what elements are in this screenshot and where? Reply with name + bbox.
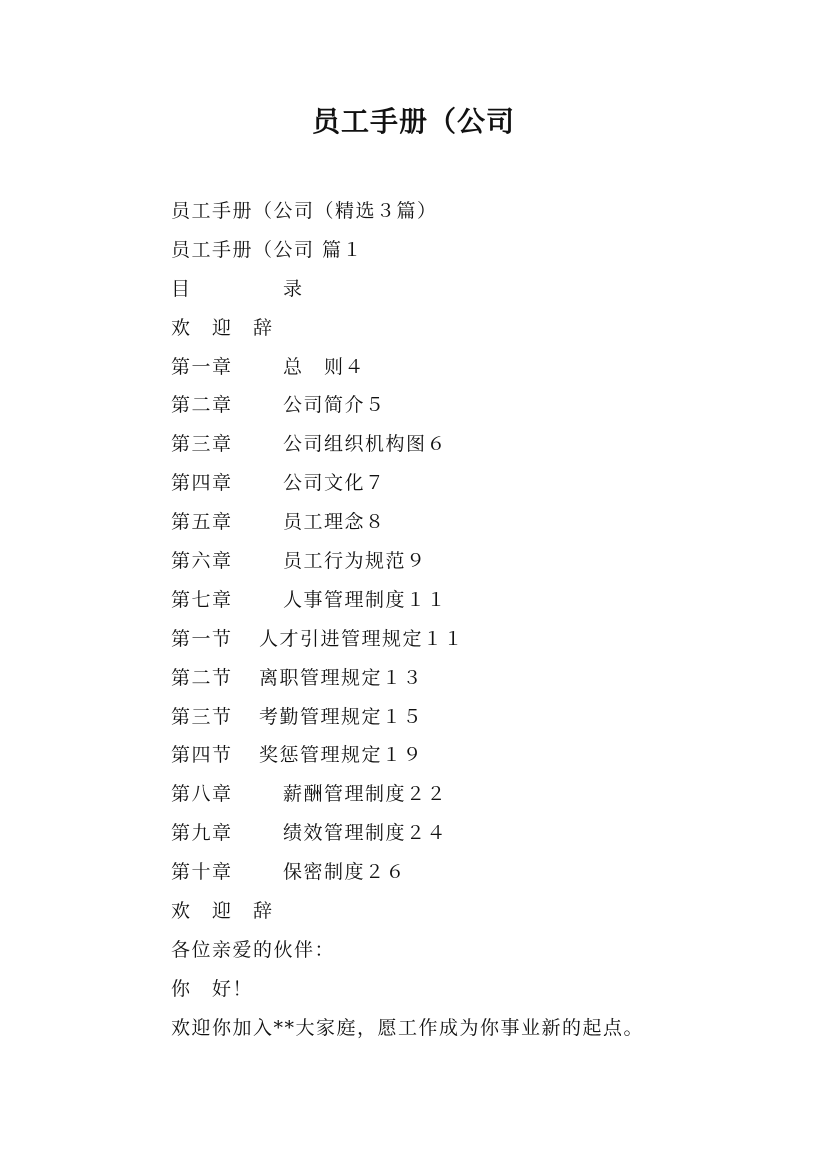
toc-entry-label: 第四章 — [171, 472, 233, 495]
welcome-heading: 欢 迎 辞 — [171, 316, 274, 339]
toc-entry-text: 员工行为规范９ — [283, 550, 427, 573]
toc-heading-right: 录 — [283, 277, 304, 300]
toc-entry-label: 第五章 — [171, 511, 233, 534]
toc-entry-label: 第六章 — [171, 550, 233, 573]
toc-entry-label: 第一节 — [171, 627, 233, 650]
toc-entry-label: 第二章 — [171, 394, 233, 417]
toc-entry — [171, 814, 791, 853]
toc-entry — [171, 386, 791, 425]
toc-entry — [171, 581, 791, 620]
toc-heading — [171, 270, 791, 309]
document-body — [171, 192, 791, 1048]
toc-entry-label: 第八章 — [171, 783, 233, 806]
toc-entry-text: 考勤管理规定１５ — [259, 705, 424, 728]
toc-entry-label: 第七章 — [171, 588, 233, 611]
toc-entry-text: 员工理念８ — [283, 511, 386, 534]
toc-entry-text: 离职管理规定１３ — [259, 666, 424, 689]
table-of-contents — [171, 348, 791, 892]
toc-entry-text: 奖惩管理规定１９ — [259, 744, 424, 767]
toc-entry-label: 第二节 — [171, 666, 233, 689]
toc-entry-label: 第四节 — [171, 744, 233, 767]
toc-entry — [171, 853, 791, 892]
toc-entry-text: 总 则４ — [283, 355, 366, 378]
toc-entry-label: 第一章 — [171, 355, 233, 378]
toc-heading-left: 目 — [171, 277, 192, 300]
page-title: 员工手册（公司 — [311, 105, 515, 138]
toc-entry-label: 第九章 — [171, 822, 233, 845]
toc-entry-label: 第三节 — [171, 705, 233, 728]
toc-entry — [171, 503, 791, 542]
intro-line: 员工手册（公司（精选３篇） — [171, 200, 438, 222]
toc-entry-text: 人事管理制度１１ — [283, 588, 448, 611]
toc-entry-text: 绩效管理制度２４ — [283, 822, 448, 845]
greeting-line: 欢迎你加入**大家庭，愿工作成为你事业新的起点。 — [171, 1016, 645, 1039]
toc-entry-text: 薪酬管理制度２２ — [283, 783, 448, 806]
toc-entry — [171, 698, 791, 737]
toc-entry — [171, 736, 791, 775]
toc-entry — [171, 425, 791, 464]
greeting-line: 你 好！ — [171, 977, 254, 1000]
toc-entry — [171, 348, 791, 387]
toc-entry-label: 第十章 — [171, 861, 233, 884]
toc-entry-label: 第三章 — [171, 433, 233, 456]
toc-entry-text: 公司文化７ — [283, 472, 386, 495]
toc-entry — [171, 542, 791, 581]
toc-entry — [171, 775, 791, 814]
toc-entry — [171, 620, 791, 659]
intro-line: 员工手册（公司 篇１ — [171, 238, 364, 261]
toc-entry — [171, 659, 791, 698]
toc-entry — [171, 464, 791, 503]
greeting-line: 各位亲爱的伙伴： — [171, 938, 336, 961]
toc-entry-text: 公司组织机构图６ — [283, 433, 448, 456]
welcome-heading: 欢 迎 辞 — [171, 900, 274, 923]
toc-entry-text: 人才引进管理规定１１ — [259, 627, 465, 650]
toc-entry-text: 公司简介５ — [283, 394, 386, 417]
toc-entry-text: 保密制度２６ — [283, 861, 407, 884]
